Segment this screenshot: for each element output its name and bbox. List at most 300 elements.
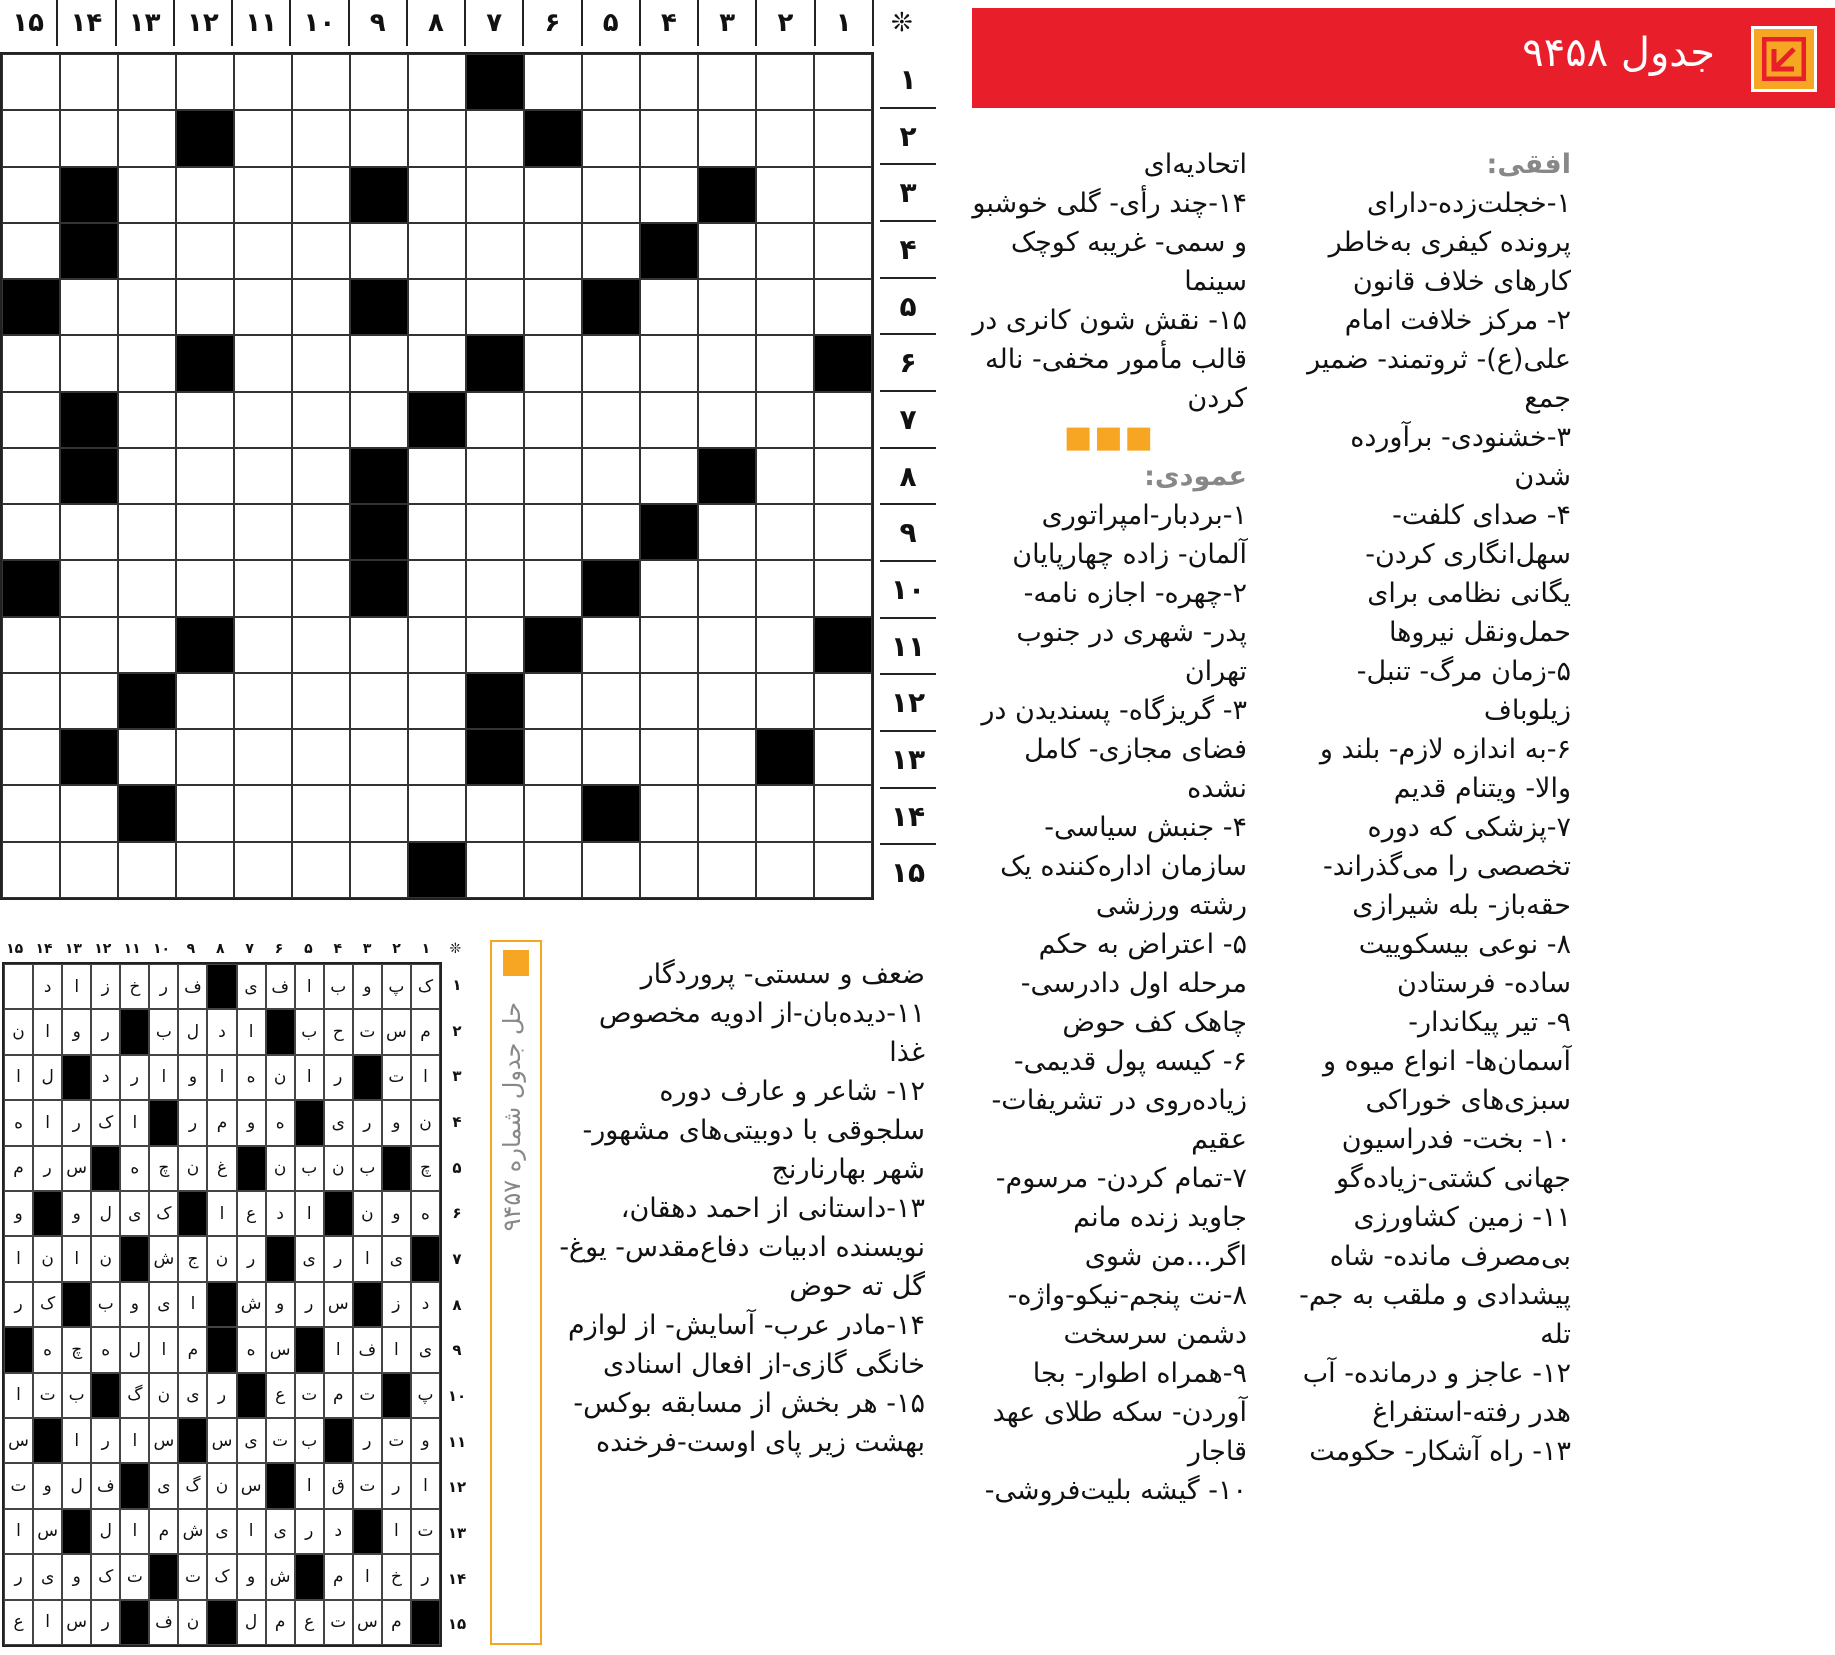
solution-letter: چ <box>62 1327 91 1372</box>
answer-cell <box>292 54 350 110</box>
answer-cell <box>118 167 176 223</box>
black-cell <box>295 1100 324 1145</box>
logo-icon <box>1751 26 1817 92</box>
answer-cell <box>466 279 524 335</box>
solution-letter: ب <box>91 1282 120 1327</box>
answer-cell <box>2 504 60 560</box>
answer-cell <box>466 785 524 841</box>
black-cell <box>466 335 524 391</box>
answer-cell <box>60 842 118 898</box>
puzzle-title: جدول ۹۴۵۸ <box>1522 30 1715 76</box>
answer-cell <box>408 167 466 223</box>
solution-letter: ی <box>33 1554 62 1599</box>
solution-letter: ر <box>91 1418 120 1463</box>
solution-letter: ت <box>324 1600 353 1645</box>
solution-letter: ی <box>324 1100 353 1145</box>
clue-text: ۱۴-چند رأی- گلی خوشبو و سمی- غریبه کوچک سینما <box>972 188 1247 297</box>
answer-cell <box>176 729 234 785</box>
clue-text: ۱۲- عاجز و درمانده- آب هدر رفته-استفراغ <box>1302 1358 1571 1428</box>
clue-text: ۲-چهره- اجازه نامه- پدر- شهری در جنوب تهران <box>1016 578 1247 687</box>
row-number: ۶ <box>880 333 936 390</box>
black-cell <box>350 504 408 560</box>
answer-cell <box>524 392 582 448</box>
black-cell <box>33 1418 62 1463</box>
black-cell <box>350 560 408 616</box>
solution-letter: ا <box>33 1600 62 1645</box>
solution-letter: ر <box>353 1418 382 1463</box>
answer-cell <box>2 223 60 279</box>
solution-letter: ل <box>91 1191 120 1236</box>
solution-letter: ا <box>4 1236 33 1281</box>
answer-cell <box>640 448 698 504</box>
answer-cell <box>698 617 756 673</box>
solution-label <box>490 940 542 1645</box>
answer-cell <box>524 842 582 898</box>
answer-cell <box>292 785 350 841</box>
answer-cell <box>524 785 582 841</box>
black-cell <box>411 1236 440 1281</box>
black-cell <box>814 335 872 391</box>
solution-letter: د <box>324 1509 353 1554</box>
answer-cell <box>582 504 640 560</box>
grid-corner-mark: ❊ <box>449 941 462 957</box>
row-number: ۷ <box>880 390 936 447</box>
column-number: ۱۱ <box>123 941 141 957</box>
answer-cell <box>234 223 292 279</box>
solution-letter: ز <box>91 964 120 1009</box>
solution-letter: ع <box>266 1373 295 1418</box>
black-cell <box>524 617 582 673</box>
column-number: ۱۴ <box>56 0 114 46</box>
solution-letter: ن <box>149 1373 178 1418</box>
row-number: ۷ <box>452 1249 462 1268</box>
answer-cell <box>640 54 698 110</box>
solution-letter: ن <box>207 1236 236 1281</box>
answer-cell <box>408 110 466 166</box>
answer-cell <box>234 560 292 616</box>
answer-cell <box>466 110 524 166</box>
row-number: ۳ <box>880 163 936 220</box>
solution-letter: ه <box>120 1146 149 1191</box>
solution-letter: س <box>353 1600 382 1645</box>
solution-column-numbers <box>0 935 470 963</box>
solution-letter: م <box>324 1373 353 1418</box>
answer-cell <box>176 504 234 560</box>
solution-letter: ف <box>178 964 207 1009</box>
answer-cell <box>466 392 524 448</box>
solution-letter: ب <box>353 1146 382 1191</box>
answer-cell <box>234 617 292 673</box>
answer-cell <box>118 110 176 166</box>
clue-text: ۷-پزشکی که دوره تخصصی را می‌گذراند- حقه‌باز- بله شیرازی <box>1323 812 1571 921</box>
solution-letter: ه <box>237 1327 266 1372</box>
black-cell <box>350 279 408 335</box>
black-cell <box>207 1600 236 1645</box>
solution-letter: ر <box>178 1100 207 1145</box>
answer-cell <box>292 223 350 279</box>
solution-letter: ا <box>237 1509 266 1554</box>
black-cell <box>178 1418 207 1463</box>
solution-letter: ب <box>295 1146 324 1191</box>
solution-letter: ا <box>295 1055 324 1100</box>
answer-cell <box>60 560 118 616</box>
solution-letter: ا <box>149 1055 178 1100</box>
solution-letter: ن <box>4 1009 33 1054</box>
row-number: ۱ <box>452 975 462 994</box>
solution-letter: ی <box>295 1236 324 1281</box>
row-number: ۱۴ <box>880 787 936 844</box>
black-cell <box>582 785 640 841</box>
solution-letter: م <box>207 1100 236 1145</box>
black-cell <box>295 1554 324 1599</box>
solution-letter: و <box>62 1554 91 1599</box>
solution-letter: ر <box>4 1554 33 1599</box>
answer-cell <box>756 560 814 616</box>
answer-cell <box>292 392 350 448</box>
black-cell <box>382 1146 411 1191</box>
answer-cell <box>118 617 176 673</box>
black-cell <box>120 1600 149 1645</box>
answer-cell <box>408 560 466 616</box>
answer-cell <box>524 167 582 223</box>
grid-corner-mark: ❊ <box>872 0 930 46</box>
answer-cell <box>756 504 814 560</box>
black-cell <box>266 1463 295 1508</box>
solution-letter: ر <box>382 1463 411 1508</box>
answer-cell <box>814 842 872 898</box>
solution-letter: ر <box>411 1554 440 1599</box>
answer-cell <box>582 335 640 391</box>
solution-letter: ر <box>4 1282 33 1327</box>
solution-letter: ت <box>353 1009 382 1054</box>
solution-letter: ل <box>33 1055 62 1100</box>
black-cell <box>698 167 756 223</box>
solution-letter: ا <box>411 1463 440 1508</box>
solution-letter <box>4 964 33 1009</box>
solution-letter: ف <box>266 964 295 1009</box>
answer-cell <box>350 223 408 279</box>
solution-letter: ا <box>382 1327 411 1372</box>
black-cell <box>237 1373 266 1418</box>
solution-letter: م <box>382 1600 411 1645</box>
solution-letter: س <box>237 1463 266 1508</box>
solution-letter: پ <box>382 964 411 1009</box>
clue-text: ۱-بردبار-امپراتوری آلمان- زاده چهارپایان <box>1012 500 1247 570</box>
row-number: ۳ <box>452 1067 462 1086</box>
solution-letter: ر <box>91 1600 120 1645</box>
answer-cell <box>118 504 176 560</box>
black-cell <box>207 1282 236 1327</box>
black-cell <box>382 1373 411 1418</box>
answer-cell <box>176 223 234 279</box>
answer-cell <box>756 54 814 110</box>
solution-letter: ز <box>382 1282 411 1327</box>
solution-letter: ن <box>33 1236 62 1281</box>
answer-cell <box>118 54 176 110</box>
answer-cell <box>524 729 582 785</box>
solution-letter: ر <box>149 964 178 1009</box>
answer-cell <box>524 279 582 335</box>
solution-letter: د <box>207 1009 236 1054</box>
answer-cell <box>814 167 872 223</box>
black-cell <box>2 560 60 616</box>
solution-letter: ه <box>4 1100 33 1145</box>
black-cell <box>266 1009 295 1054</box>
black-cell <box>466 54 524 110</box>
answer-cell <box>176 448 234 504</box>
answer-cell <box>408 504 466 560</box>
answer-cell <box>2 729 60 785</box>
clue-text: ۹- تیر پیکاندار- آسمان‌ها- انواع میوه و سبزی‌های خوراکی <box>1322 1007 1571 1116</box>
answer-cell <box>640 785 698 841</box>
solution-letter: ش <box>149 1236 178 1281</box>
solution-letter: ب <box>149 1009 178 1054</box>
solution-letter: س <box>382 1009 411 1054</box>
column-number: ۲ <box>755 0 813 46</box>
answer-cell <box>582 448 640 504</box>
answer-cell <box>176 785 234 841</box>
answer-cell <box>234 504 292 560</box>
row-number: ۴ <box>880 220 936 277</box>
black-cell <box>33 1191 62 1236</box>
black-cell <box>62 1509 91 1554</box>
solution-letter: ه <box>33 1327 62 1372</box>
answer-cell <box>408 279 466 335</box>
answer-cell <box>60 504 118 560</box>
black-cell <box>582 279 640 335</box>
black-cell <box>353 1509 382 1554</box>
answer-cell <box>814 392 872 448</box>
solution-letter: ق <box>324 1463 353 1508</box>
black-cell <box>60 729 118 785</box>
black-cell <box>176 335 234 391</box>
answer-cell <box>60 54 118 110</box>
black-cell <box>353 1055 382 1100</box>
solution-letter: ا <box>4 1055 33 1100</box>
solution-letter: ن <box>353 1191 382 1236</box>
answer-cell <box>60 785 118 841</box>
row-number: ۱۱ <box>880 617 936 674</box>
solution-letter: ن <box>411 1100 440 1145</box>
answer-cell <box>524 560 582 616</box>
row-number: ۱۲ <box>880 673 936 730</box>
answer-cell <box>582 110 640 166</box>
answer-cell <box>118 448 176 504</box>
row-number: ۱۰ <box>880 560 936 617</box>
answer-cell <box>292 279 350 335</box>
column-number: ۱۰ <box>153 941 171 957</box>
column-number: ۸ <box>216 941 225 957</box>
solution-letter: ل <box>91 1509 120 1554</box>
answer-cell <box>582 617 640 673</box>
black-cell <box>91 1146 120 1191</box>
solution-letter: ف <box>91 1463 120 1508</box>
solution-letter: س <box>266 1327 295 1372</box>
black-cell <box>266 1236 295 1281</box>
clue-text: ۱۱- زمین کشاورزی بی‌مصرف مانده- شاه پیشدادی و ملقب به جم-تله <box>1299 1202 1571 1350</box>
answer-cell <box>234 54 292 110</box>
solution-letter: ت <box>353 1463 382 1508</box>
answer-cell <box>60 617 118 673</box>
solution-letter: و <box>4 1191 33 1236</box>
answer-cell <box>640 279 698 335</box>
solution-letter: ه <box>237 1055 266 1100</box>
solution-letter: و <box>382 1191 411 1236</box>
answer-cell <box>698 504 756 560</box>
answer-cell <box>466 617 524 673</box>
answer-cell <box>118 729 176 785</box>
solution-letter: و <box>353 964 382 1009</box>
solution-letter: ا <box>120 1509 149 1554</box>
solution-letter: ک <box>91 1554 120 1599</box>
answer-cell <box>640 335 698 391</box>
answer-cell <box>524 335 582 391</box>
black-cell <box>178 1191 207 1236</box>
solution-letter: ا <box>33 1009 62 1054</box>
column-number: ۱۴ <box>35 941 53 957</box>
solution-letter: ا <box>149 1327 178 1372</box>
solution-letter: ا <box>353 1554 382 1599</box>
column-number: ۸ <box>406 0 464 46</box>
solution-letter: ا <box>62 1236 91 1281</box>
solution-letter: ب <box>62 1373 91 1418</box>
clue-text: اتحادیه‌ای <box>1143 149 1247 180</box>
solution-letter: ا <box>324 1327 353 1372</box>
solution-letter: م <box>4 1146 33 1191</box>
column-number: ۶ <box>522 0 580 46</box>
column-number: ۴ <box>333 941 343 957</box>
solution-letter: و <box>120 1282 149 1327</box>
row-number: ۸ <box>880 447 936 504</box>
answer-cell <box>2 673 60 729</box>
answer-cell <box>234 842 292 898</box>
solution-letter: د <box>411 1282 440 1327</box>
black-cell <box>60 448 118 504</box>
solution-letter: ک <box>33 1282 62 1327</box>
black-cell <box>2 279 60 335</box>
answer-cell <box>756 785 814 841</box>
answer-cell <box>756 842 814 898</box>
solution-letter: ا <box>353 1236 382 1281</box>
black-cell <box>698 448 756 504</box>
solution-letter: د <box>33 964 62 1009</box>
solution-letter: ی <box>120 1191 149 1236</box>
clue-text: ضعف و سستی- پروردگار <box>640 959 925 990</box>
black-cell <box>176 110 234 166</box>
answer-cell <box>466 448 524 504</box>
black-cell <box>408 842 466 898</box>
black-cell <box>207 1327 236 1372</box>
column-number: ۵ <box>304 941 313 957</box>
solution-letter: ی <box>149 1463 178 1508</box>
black-cell <box>120 1236 149 1281</box>
column-number: ۱۱ <box>231 0 289 46</box>
logo-icon <box>503 950 529 976</box>
clues-column-2 <box>972 145 1247 1510</box>
clue-text: ۱۲- شاعر و عارف دوره سلجوقی با دوبیتی‌های مشهور-شهر بهارنارنج <box>582 1076 925 1185</box>
answer-cell <box>582 842 640 898</box>
solution-title: حل جدول شماره ۹۴۵۷ <box>498 1002 526 1232</box>
answer-cell <box>524 448 582 504</box>
separator-dots: ■■■ <box>1063 420 1156 455</box>
solution-letter: س <box>62 1146 91 1191</box>
answer-cell <box>2 785 60 841</box>
answer-cell <box>2 842 60 898</box>
solution-letter: س <box>4 1418 33 1463</box>
solution-letter: ی <box>178 1373 207 1418</box>
black-cell <box>524 110 582 166</box>
column-number: ۱۰ <box>289 0 347 46</box>
solution-letter: ح <box>324 1009 353 1054</box>
answer-cell <box>292 448 350 504</box>
row-number: ۱۲ <box>447 1478 467 1497</box>
answer-cell <box>582 54 640 110</box>
answer-cell <box>350 673 408 729</box>
answer-cell <box>814 223 872 279</box>
answer-cell <box>698 560 756 616</box>
answer-cell <box>814 448 872 504</box>
answer-cell <box>118 335 176 391</box>
solution-letter: ی <box>266 1509 295 1554</box>
solution-letter: ر <box>324 1236 353 1281</box>
answer-cell <box>60 673 118 729</box>
solution-letter: ج <box>178 1236 207 1281</box>
row-number: ۹ <box>880 503 936 560</box>
clue-text: ۶- کیسه پول قدیمی- زیاده‌روی در تشریفات- عقیم <box>991 1046 1247 1155</box>
column-number: ۴ <box>639 0 697 46</box>
solution-letter: ر <box>353 1100 382 1145</box>
solution-letter: ن <box>178 1146 207 1191</box>
clue-text: ۳- گریزگاه- پسندیدن در فضای مجازی- کامل نشده <box>981 695 1247 804</box>
clue-text: ۷-تمام کردن- مرسوم- جاوید زنده مانم اگر...من شوی <box>995 1163 1247 1272</box>
solution-letter: ت <box>411 1509 440 1554</box>
solution-letter: ل <box>178 1009 207 1054</box>
clue-text: ۱۵- هر بخش از مسابقه بوکس- بهشت زیر پای اوست-فرخنده <box>573 1388 925 1458</box>
answer-cell <box>234 729 292 785</box>
answer-cell <box>640 392 698 448</box>
column-number: ۳ <box>362 941 372 957</box>
clues-column-3 <box>555 955 925 1462</box>
solution-letter: م <box>149 1509 178 1554</box>
answer-cell <box>466 560 524 616</box>
solution-letter: ر <box>120 1055 149 1100</box>
solution-letter: ا <box>382 1509 411 1554</box>
solution-letter: ت <box>4 1463 33 1508</box>
answer-cell <box>466 223 524 279</box>
answer-cell <box>756 392 814 448</box>
down-heading: عمودی: <box>1144 461 1247 492</box>
row-number: ۲ <box>880 107 936 164</box>
solution-letter: م <box>178 1327 207 1372</box>
solution-letter: ت <box>382 1418 411 1463</box>
puzzle-header <box>972 8 1835 108</box>
solution-letter: ا <box>295 1463 324 1508</box>
solution-letter: ر <box>207 1373 236 1418</box>
answer-cell <box>118 392 176 448</box>
column-number: ۱۵ <box>6 941 24 957</box>
solution-letter: ر <box>324 1055 353 1100</box>
solution-letter: ف <box>353 1327 382 1372</box>
answer-cell <box>234 335 292 391</box>
black-cell <box>118 673 176 729</box>
solution-letter: خ <box>382 1554 411 1599</box>
answer-cell <box>408 729 466 785</box>
answer-cell <box>292 617 350 673</box>
answer-cell <box>292 504 350 560</box>
clue-text: ۱۰- گیشه بلیت‌فروشی- <box>984 1475 1247 1506</box>
black-cell <box>756 729 814 785</box>
solution-letter: ن <box>324 1146 353 1191</box>
